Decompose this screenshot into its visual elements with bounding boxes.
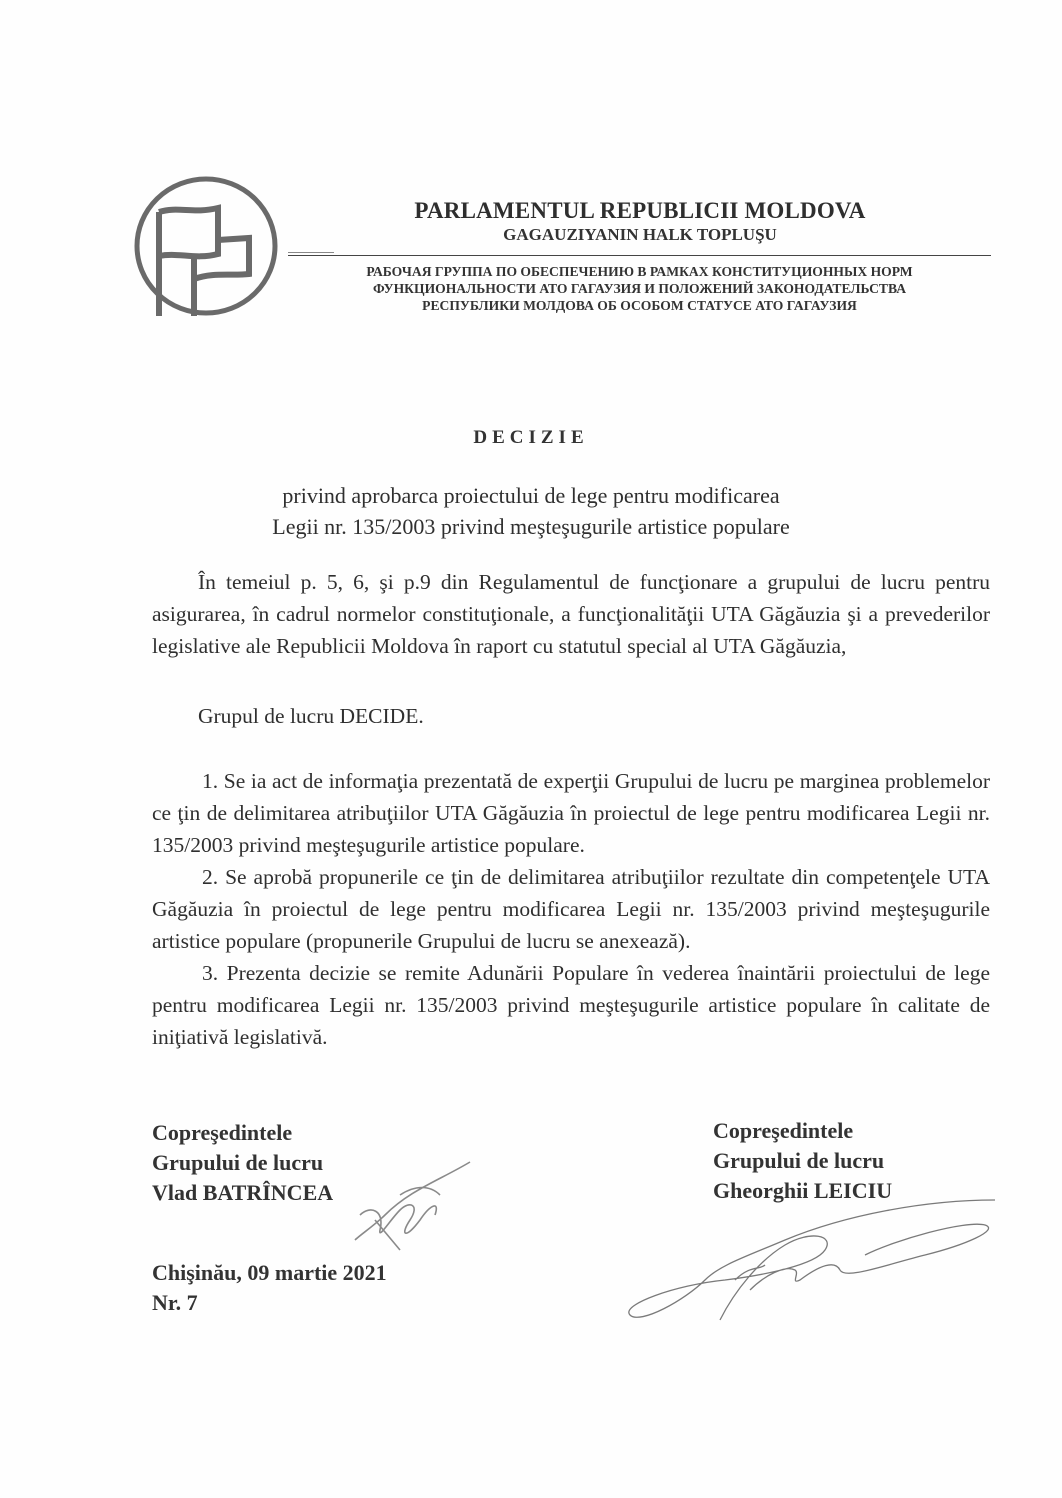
- place-date-block: [152, 1258, 387, 1318]
- flags-emblem-icon: [133, 176, 279, 316]
- decide-line: Grupul de lucru DECIDE.: [198, 704, 424, 728]
- header-russian-line: РЕСПУБЛИКИ МОЛДОВА ОБ ОСОБОМ СТАТУСЕ АТО ГАГАУЗИЯ: [422, 298, 857, 313]
- document-title: DECIZIE: [473, 427, 589, 448]
- header-gagauz-title: GAGAUZIYANIN HALK TOPLUŞU: [503, 225, 777, 244]
- intro-paragraph-block: [152, 566, 990, 662]
- signer-role: Copreşedintele: [152, 1120, 293, 1145]
- place-date: Chişinău, 09 martie 2021: [152, 1260, 387, 1285]
- decision-number: Nr. 7: [152, 1290, 198, 1315]
- handwritten-signature-icon: [340, 1160, 475, 1255]
- handwritten-signature-icon: [625, 1195, 1000, 1330]
- header-divider: [288, 255, 991, 256]
- header-parliament-title: PARLAMENTUL REPUBLICII MOLDOVA: [414, 198, 866, 223]
- signer-role: Copreşedintele: [713, 1118, 854, 1143]
- header-divider-short: [288, 252, 334, 253]
- signer-name: Gheorghii LEICIU: [713, 1178, 893, 1203]
- decision-items: [152, 765, 990, 1053]
- signer-group: Grupului de lucru: [713, 1148, 885, 1173]
- signer-name: Vlad BATRÎNCEA: [152, 1180, 334, 1205]
- document-subtitle-line: Legii nr. 135/2003 privind meşteşugurile artistice populare: [272, 514, 790, 539]
- decision-item: 3. Prezenta decizie se remite Adunării Populare în vederea înaintării proiectului de lege pentru modificarea Legii nr. 135/2003 privind meşteşugurile artistice populare în calitate de iniţiativă legislativă.: [152, 961, 990, 1049]
- document-subtitle-line: privind aprobarca proiectului de lege pentru modificarea: [282, 483, 780, 508]
- signer-group: Grupului de lucru: [152, 1150, 324, 1175]
- header-russian-line: РАБОЧАЯ ГРУППА ПО ОБЕСПЕЧЕНИЮ В РАМКАХ КОНСТИТУЦИОННЫХ НОРМ: [366, 264, 913, 279]
- decision-item: 2. Se aprobă propunerile ce ţin de delimitarea atribuţiilor rezultate din competenţele UTA Găgăuzia în proiectul de lege pentru modificarea Legii nr. 135/2003 privind meşteşugurile artistice populare (propunerile Grupului de lucru se anexează).: [152, 865, 990, 953]
- signature-block-right: [713, 1116, 892, 1206]
- header-russian-line: ФУНКЦИОНАЛЬНОСТИ АТО ГАГАУЗИЯ И ПОЛОЖЕНИЙ ЗАКОНОДАТЕЛЬСТВА: [372, 281, 907, 296]
- decide-block: [152, 700, 990, 732]
- decision-item: 1. Se ia act de informaţia prezentată de experţii Grupului de lucru pe marginea problemelor ce ţin de delimitarea atribuţiilor UTA Găgăuzia în proiectul de lege pentru modificarea Legii nr. 135/2003 privind meşteşugurile artistice populare.: [152, 769, 990, 857]
- signature-block-left: [152, 1118, 333, 1208]
- intro-paragraph: În temeiul p. 5, 6, şi p.9 din Regulamentul de funcţionare a grupului de lucru pentru asigurarea, în cadrul normelor constituţionale, a funcţionalităţii UTA Găgăuzia şi a prevederilor legislative ale Republicii Moldova în raport cu statutul special al UTA Găgăuzia,: [152, 570, 990, 658]
